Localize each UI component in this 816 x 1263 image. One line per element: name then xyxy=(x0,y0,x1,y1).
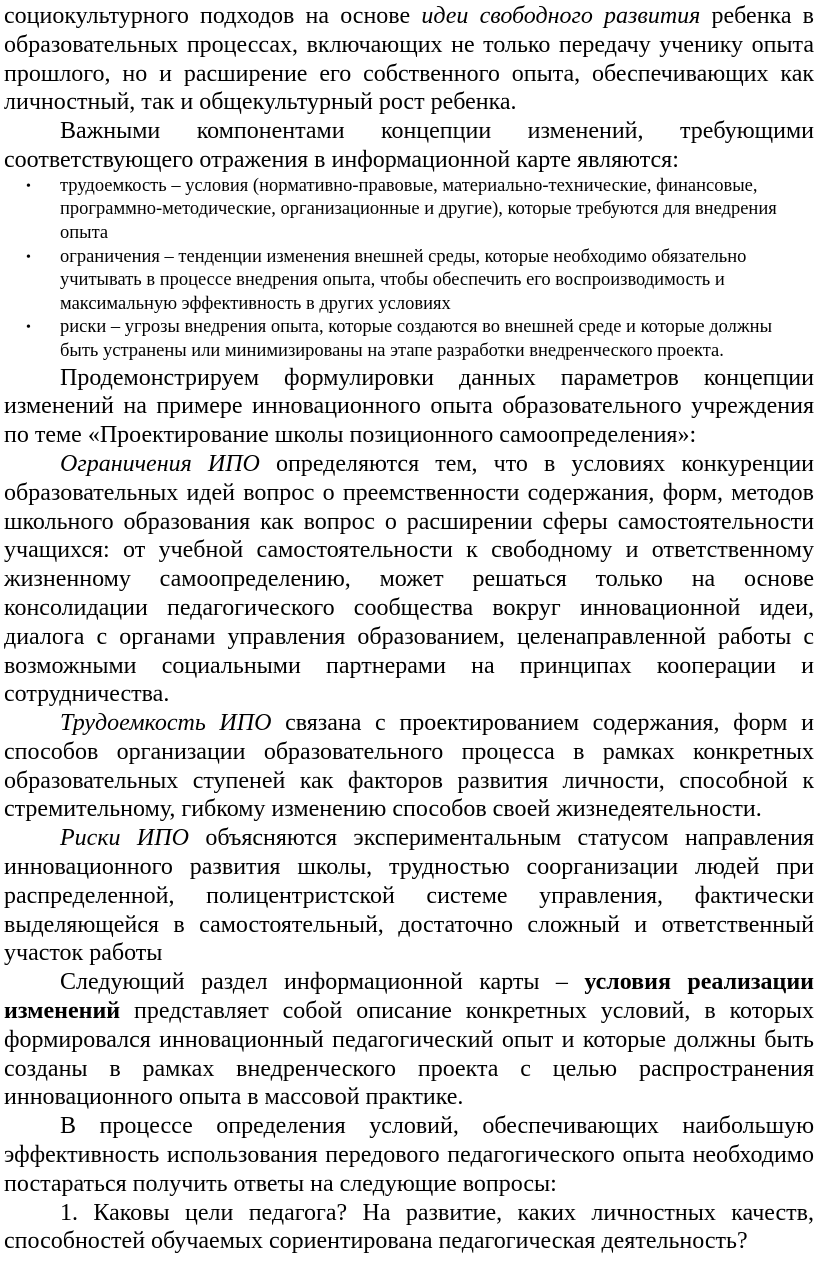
bullet-item-text: ограничения – тенденции изменения внешней среды, которые необходимо обязательно учитывать в процессе внедрения опыта, чтобы обеспечить его воспроизводимость и максимальную эффективность в других условиях xyxy=(60,246,747,314)
paragraph-labor-text: связана с проектированием содержания, форм и способов организации образовательного процесса в рамках конкретных образовательных ступеней как факторов развития личности, способной к стремительному, гибкому изменению способов своей жизнедеятельности. xyxy=(4,710,814,823)
paragraph-conditions-text-end: представляет собой описание конкретных условий, в которых формировался инновационный педагогический опыт и которые должны быть созданы в рамках внедренческого проекта с целью распространения инновационного опыта в массовой практике. xyxy=(4,998,814,1111)
paragraph-1-italic: идеи свободного развития xyxy=(421,3,701,29)
bullet-item-text: риски – угрозы внедрения опыта, которые создаются во внешней среде и которые должны быть устранены или минимизированы на этапе разработки внедренческого проекта. xyxy=(60,317,773,361)
paragraph-3: Продемонстрируем формулировки данных параметров концепции изменений на примере инновационного опыта образовательного учреждения по теме «Проектирование школы позиционного самоопределения»: xyxy=(4,364,814,449)
paragraph-2: Важными компонентами концепции изменений, требующими соответствующего отражения в информационной карте являются: xyxy=(4,118,814,173)
paragraph-1 xyxy=(4,2,814,117)
bullet-icon: • xyxy=(26,320,31,336)
bullet-item-text: трудоемкость – условия (нормативно-правовые, материально-технические, финансовые, программно-методические, организационные и другие), которые требуются для внедрения опыта xyxy=(60,175,777,243)
bullet-item-labor xyxy=(26,175,814,246)
paragraph-risks xyxy=(4,824,814,968)
paragraph-8: В процессе определения условий, обеспечивающих наибольшую эффективность использования передового педагогического опыта необходимо постараться получить ответы на следующие вопросы: xyxy=(4,1113,814,1197)
paragraph-risks-text: объясняются экспериментальным статусом направления инновационного развития школы, трудностью соорганизации людей при распределенной, полицентристской системе управления, фактически выделяющейся в самостоятельный, достаточно сложный и ответственный участок работы xyxy=(4,825,814,967)
term-risks: Риски ИПО xyxy=(60,825,189,852)
paragraph-1-text-end: ребенка в образовательных процессах, включающих не только передачу ученику опыта прошлого, но и расширение его собственного опыта, обеспечивающих как личностный, так и общекультурный рост ребенка. xyxy=(4,3,815,116)
bullet-list xyxy=(4,175,814,364)
paragraph-limits xyxy=(4,450,814,709)
paragraph-limits-text: определяются тем, что в условиях конкуренции образовательных идей вопрос о преемственности содержания, форм, методов школьного образования как вопрос о расширении сферы самостоятельности учащихся: от учебной самостоятельности к свободному и ответственному жизненному самоопределению, может решаться только на основе консолидации педагогического сообщества вокруг инновационной идеи, диалога с органами управления образованием, целенаправленной работы с возможными социальными партнерами на принципах кооперации и сотрудничества. xyxy=(4,450,815,708)
paragraph-1-text: социокультурного подходов на основе xyxy=(4,3,422,29)
bullet-icon: • xyxy=(26,178,31,194)
paragraph-labor xyxy=(4,709,814,824)
term-conditions: условия реализации изменений xyxy=(4,969,814,1025)
paragraph-conditions-text: Следующий раздел информационной карты – xyxy=(60,969,585,996)
term-limits: Ограничения ИПО xyxy=(60,450,260,477)
bullet-item-limits xyxy=(26,246,814,317)
term-labor: Трудоемкость ИПО xyxy=(60,710,272,737)
bullet-icon: • xyxy=(26,249,31,265)
paragraph-conditions xyxy=(4,968,814,1112)
question-1: 1. Каковы цели педагога? На развитие, каких личностных качеств, способностей обучаемых сориентирована педагогическая деятельность? xyxy=(4,1199,814,1255)
bullet-item-risks xyxy=(26,316,814,363)
